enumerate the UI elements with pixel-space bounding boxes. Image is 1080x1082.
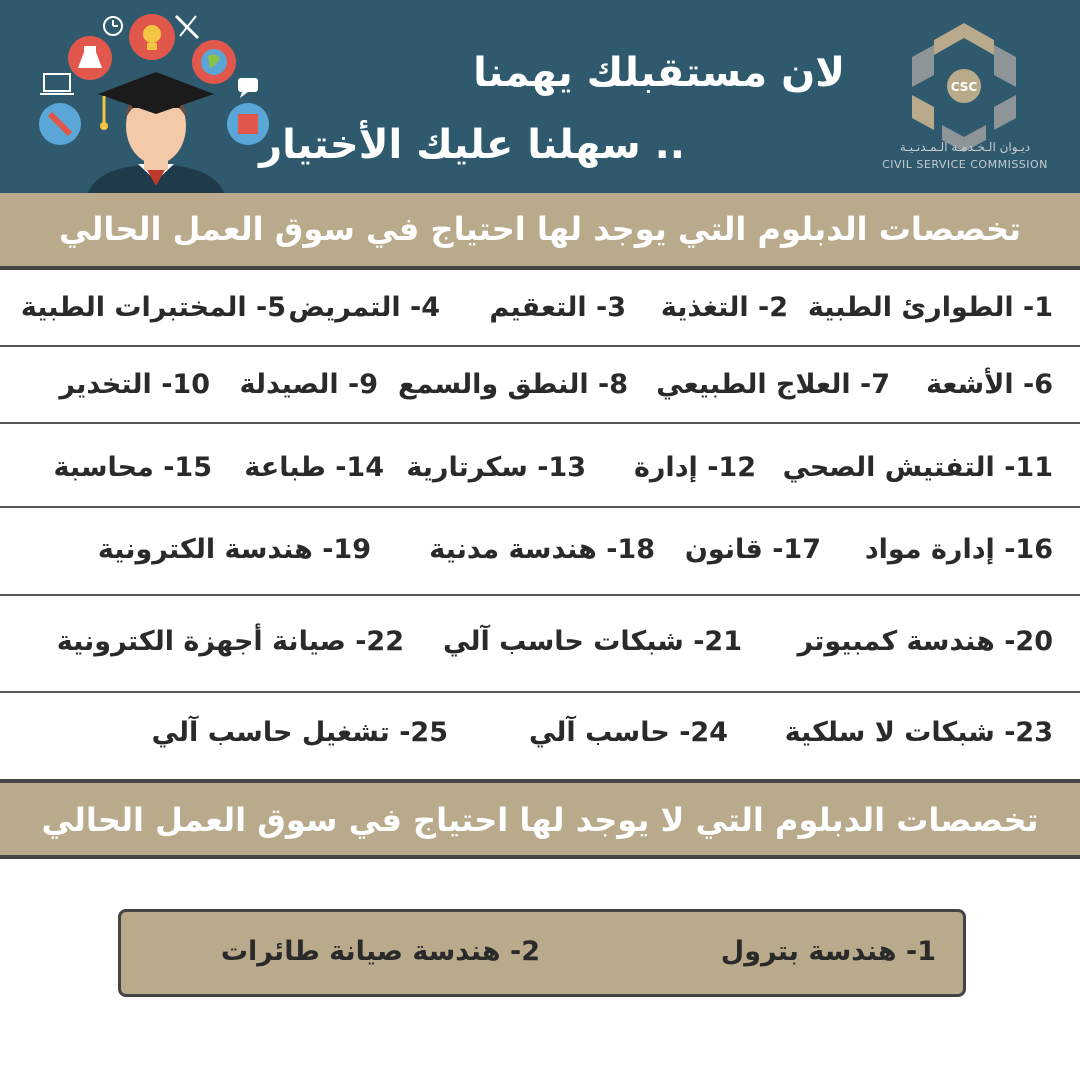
specialty-item: 9- الصيدلة (239, 369, 378, 400)
specialty-item: 21- شبكات حاسب آلي (443, 626, 742, 657)
slogan-line-2: .. سهلنا عليك الأختيار (259, 122, 685, 168)
specialty-item: 15- محاسبة (53, 452, 212, 483)
specialty-item: 1- الطوارئ الطبية (807, 292, 1053, 323)
specialty-item: 24- حاسب آلي (528, 717, 728, 748)
specialty-item: 5- المختبرات الطبية (20, 292, 286, 323)
specialty-item: 18- هندسة مدنية (429, 534, 655, 565)
tools-icon (176, 16, 198, 38)
specialty-row (0, 424, 1080, 508)
specialty-item: 11- التفتيش الصحي (782, 452, 1053, 483)
globe-icon (192, 40, 236, 84)
specialty-item: 14- طباعة (244, 452, 384, 483)
specialty-item: 25- تشغيل حاسب آلي (151, 717, 448, 748)
specialty-item: 23- شبكات لا سلكية (784, 717, 1053, 748)
person-figure (88, 72, 224, 193)
specialty-item: 19- هندسة الكترونية (97, 534, 371, 565)
chat-icon (238, 78, 258, 98)
specialty-item: 17- قانون (684, 534, 821, 565)
specialty-item: 10- التخدير (59, 369, 210, 400)
specialty-item: 22- صيانة أجهزة الكترونية (56, 626, 404, 657)
needed-section-title: تخصصات الدبلوم التي يوجد لها احتياج في سوق العمل الحالي (0, 193, 1080, 270)
not-needed-section-title: تخصصات الدبلوم التي لا يوجد لها احتياج في سوق العمل الحالي (0, 779, 1080, 859)
specialty-item: 8- النطق والسمع (397, 369, 628, 400)
not-needed-box (118, 909, 966, 997)
specialty-item: 20- هندسة كمبيوتر (797, 626, 1053, 657)
specialty-item: 2- التغذية (660, 292, 788, 323)
specialty-item: 7- العلاج الطبيعي (656, 369, 890, 400)
specialty-item: 4- التمريض (288, 292, 440, 323)
specialty-row (0, 693, 1080, 779)
not-needed-item: 2- هندسة صيانة طائرات (220, 936, 540, 967)
not-needed-item: 1- هندسة بترول (720, 936, 936, 967)
logo-arabic-text: ديـوان الـخـدمـة الـمـدنـيـة (899, 140, 1031, 154)
clock-icon (104, 17, 122, 35)
flask-icon (68, 36, 112, 80)
specialty-row (0, 508, 1080, 596)
specialty-item: 13- سكرتارية (406, 452, 586, 483)
header-banner (0, 0, 1080, 193)
specialty-item: 6- الأشعة (926, 369, 1053, 400)
logo-english-text: CIVIL SERVICE COMMISSION (882, 158, 1048, 171)
specialty-row (0, 270, 1080, 347)
specialty-item: 16- إدارة مواد (864, 534, 1053, 565)
graduate-illustration (28, 6, 288, 193)
specialty-row (0, 596, 1080, 693)
specialty-item: 3- التعقيم (489, 292, 626, 323)
logo-badge: CSC (950, 80, 978, 94)
lightbulb-icon (129, 14, 175, 60)
specialty-row (0, 347, 1080, 424)
csc-logo-icon (872, 15, 1057, 180)
pencil-icon (39, 103, 81, 145)
slogan-line-1: لان مستقبلك يهمنا (473, 50, 845, 96)
specialty-item: 12- إدارة (633, 452, 756, 483)
